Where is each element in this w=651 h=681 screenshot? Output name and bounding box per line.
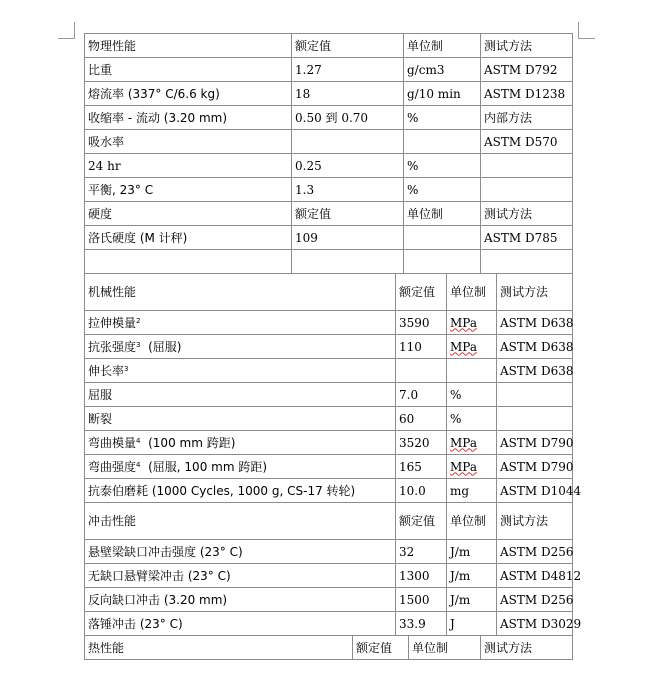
property-unit: %: [404, 178, 481, 202]
mechanical-properties-table: [84, 273, 582, 636]
property-value: 32: [396, 540, 447, 564]
test-method: ASTM D1238: [481, 82, 573, 106]
table-row: [85, 154, 573, 178]
property-name: 熔流率 (337° C/6.6 kg): [85, 82, 292, 106]
section-title: 机械性能: [85, 274, 396, 311]
test-method: [497, 383, 573, 407]
test-method: [481, 178, 573, 202]
table-row: [85, 431, 573, 455]
column-header-unit: 单位制: [447, 503, 497, 540]
table-row: [85, 130, 573, 154]
property-value: 0.50 到 0.70: [292, 106, 404, 130]
table-row: [85, 564, 573, 588]
test-method: [481, 154, 573, 178]
property-unit: %: [404, 154, 481, 178]
property-unit: [447, 359, 497, 383]
test-method: ASTM D570: [481, 130, 573, 154]
property-value: [396, 359, 447, 383]
section-title: 硬度: [85, 202, 292, 226]
property-unit: [404, 130, 481, 154]
property-unit: %: [447, 383, 497, 407]
property-name: 弯曲强度$^4$ (屈服, 100 mm 跨距): [85, 455, 396, 479]
table-row: [85, 178, 573, 202]
property-name: 收缩率 - 流动 (3.20 mm): [85, 106, 292, 130]
test-method: ASTM D792: [481, 58, 573, 82]
property-unit: MPa: [447, 335, 497, 359]
property-unit: MPa: [447, 455, 497, 479]
property-name: 抗张强度$^3$ (屈服): [85, 335, 396, 359]
table-row: [85, 58, 573, 82]
property-value: 0.25: [292, 154, 404, 178]
property-value: 7.0: [396, 383, 447, 407]
property-value: [292, 130, 404, 154]
section-title: 热性能: [85, 636, 353, 660]
table-row: [85, 226, 573, 250]
column-header-value: 额定值: [396, 274, 447, 311]
table-header-row: [85, 34, 573, 58]
property-unit: MPa: [447, 311, 497, 335]
section-title: 冲击性能: [85, 503, 396, 540]
table-row: [85, 479, 573, 503]
test-method: ASTM D256: [497, 588, 573, 612]
physical-properties-table: [84, 33, 573, 274]
column-header-value: 额定值: [396, 503, 447, 540]
table-row: [85, 407, 573, 431]
property-name: 弯曲模量$^4$ (100 mm 跨距): [85, 431, 396, 455]
empty-cell: [85, 250, 292, 274]
column-header-method: 测试方法: [481, 636, 573, 660]
property-value: 60: [396, 407, 447, 431]
column-header-method: 测试方法: [481, 34, 573, 58]
property-unit: %: [447, 407, 497, 431]
property-value: 110: [396, 335, 447, 359]
property-name: 悬壁梁缺口冲击强度 (23° C): [85, 540, 396, 564]
property-value: 1.3: [292, 178, 404, 202]
property-name: 屈服: [85, 383, 396, 407]
property-unit: [404, 226, 481, 250]
test-method: ASTM D3029: [497, 612, 573, 636]
property-name: 无缺口悬臂梁冲击 (23° C): [85, 564, 396, 588]
property-value: 165: [396, 455, 447, 479]
column-header-value: 额定值: [292, 202, 404, 226]
test-method: ASTM D785: [481, 226, 573, 250]
table-row: [85, 540, 573, 564]
column-header-unit: 单位制: [404, 202, 481, 226]
property-unit: MPa: [447, 431, 497, 455]
column-header-value: 额定值: [353, 636, 409, 660]
column-header-method: 测试方法: [497, 503, 573, 540]
property-unit: g/10 min: [404, 82, 481, 106]
table-header-row: [85, 202, 573, 226]
property-value: 1.27: [292, 58, 404, 82]
property-value: 3590: [396, 311, 447, 335]
table-row: [85, 588, 573, 612]
property-unit: mg: [447, 479, 497, 503]
property-value: 18: [292, 82, 404, 106]
test-method: ASTM D1044: [497, 479, 573, 503]
test-method: ASTM D256: [497, 540, 573, 564]
property-value: 33.9: [396, 612, 447, 636]
property-unit: %: [404, 106, 481, 130]
property-unit: J: [447, 612, 497, 636]
table-row: [85, 106, 573, 130]
test-method: [497, 407, 573, 431]
column-header-unit: 单位制: [447, 274, 497, 311]
property-name: 洛氏硬度 (M 计秤): [85, 226, 292, 250]
table-row: [85, 359, 573, 383]
test-method: ASTM D638: [497, 335, 573, 359]
property-value: 3520: [396, 431, 447, 455]
property-name: 抗泰伯磨耗 (1000 Cycles, 1000 g, CS-17 转轮): [85, 479, 396, 503]
column-header-method: 测试方法: [481, 202, 573, 226]
property-name: 断裂: [85, 407, 396, 431]
table-row-empty: [85, 250, 573, 274]
thermal-properties-table: [84, 635, 573, 660]
property-value: 10.0: [396, 479, 447, 503]
column-header-value: 额定值: [292, 34, 404, 58]
test-method: ASTM D638: [497, 311, 573, 335]
test-method: ASTM D790: [497, 455, 573, 479]
empty-cell: [481, 250, 573, 274]
property-name: 24 hr: [85, 154, 292, 178]
column-header-unit: 单位制: [404, 34, 481, 58]
table-header-row: [85, 274, 573, 311]
test-method: ASTM D790: [497, 431, 573, 455]
property-name: 反向缺口冲击 (3.20 mm): [85, 588, 396, 612]
document-page: [84, 33, 582, 660]
table-row: [85, 335, 573, 359]
property-value: 1300: [396, 564, 447, 588]
property-value: 1500: [396, 588, 447, 612]
table-row: [85, 383, 573, 407]
test-method: 内部方法: [481, 106, 573, 130]
property-name: 平衡, 23° C: [85, 178, 292, 202]
property-unit: J/m: [447, 588, 497, 612]
property-name: 拉伸模量$^2$: [85, 311, 396, 335]
property-name: 比重: [85, 58, 292, 82]
table-header-row: [85, 636, 573, 660]
property-name: 落锤冲击 (23° C): [85, 612, 396, 636]
table-row: [85, 82, 573, 106]
table-row: [85, 455, 573, 479]
page-margin-corner-left: [58, 22, 75, 39]
page-margin-corner-right: [578, 22, 595, 39]
property-unit: J/m: [447, 564, 497, 588]
property-value: 109: [292, 226, 404, 250]
property-name: 伸长率$^3$: [85, 359, 396, 383]
empty-cell: [292, 250, 404, 274]
table-row: [85, 311, 573, 335]
property-name: 吸水率: [85, 130, 292, 154]
test-method: ASTM D4812: [497, 564, 573, 588]
property-unit: J/m: [447, 540, 497, 564]
column-header-method: 测试方法: [497, 274, 573, 311]
test-method: ASTM D638: [497, 359, 573, 383]
empty-cell: [404, 250, 481, 274]
column-header-unit: 单位制: [409, 636, 481, 660]
section-title: 物理性能: [85, 34, 292, 58]
property-unit: g/cm3: [404, 58, 481, 82]
table-header-row: [85, 503, 573, 540]
table-row: [85, 612, 573, 636]
